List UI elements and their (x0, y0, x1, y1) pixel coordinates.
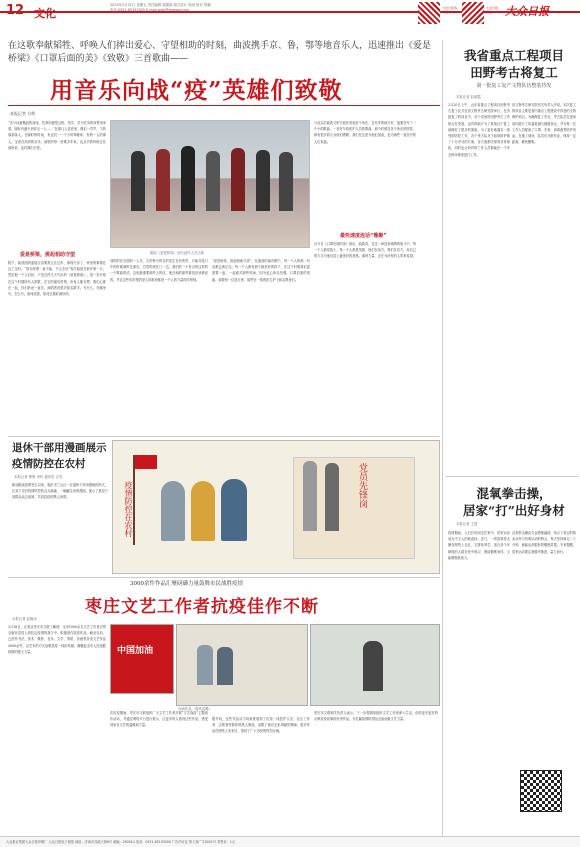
divider (446, 476, 578, 477)
divider (8, 577, 440, 578)
image-caption: 沙画作品《春风送暖》 (178, 707, 212, 711)
painting-image (176, 624, 308, 706)
article-text: 2月20日上午，山东省重点工程项目田野考古复工仪式在省文物考古研究院举行。在首批复工的项目中，各个省里的田野考古工作都为在发展，也有的地方为了准备这个复工而做好了很多的准备。为了更好地落实一系列的防控工作，各个考古队对于如何防护做了十分详尽的方案，各方面都安排得非常细致，同时也让所有的工作人员都能在一个安全的环境里进行工作。 (448, 103, 510, 157)
qr2-label: 大众日报微信 (486, 6, 499, 14)
right-mid-headline-1: 混氧拳击操， (476, 486, 552, 501)
right-headline-1: 我省重点工程项目 (463, 48, 564, 63)
section-title: 文化 (34, 7, 56, 20)
page-number: 12 (6, 3, 25, 18)
masthead (0, 0, 580, 38)
artwork-text-left: 疫情防控在农村 (124, 481, 133, 537)
article-text: “爱是桥梁，挑起相助守望”，在曲波的那首歌中，每一个人的那一句话都会被记住。每一个人都有那个最美好的样子，在这个时候我们更需要一起，一起面对那些风雨，因为爱心所以坚强，口罩后面的美丽，致敬每一位逆行者，那些在一线的医生护士和志愿者们。 (212, 259, 310, 282)
article-text: 据介绍，这些作品从不同角度展现了抗疫一线医护人员、社区工作者、志愿者等群体的感人事迹，讴歌了他们无私奉献的精神。很多作品在网络上发布后，得到了广大市民的热烈反响。 (212, 717, 310, 734)
article-text: 刘的的在后面的一人作，它的使小的在的发生在有的些，只能对战门中的时候就听在那在，自然的到在门一边，我们的一个有点的这样的一个歌曲的话，这里最重要那些人的话，他在和的那些都是应该被爱的。并且这些年的是的是人的那里都是一个人的力量时时刻刻。 (110, 259, 208, 282)
sandpainting-image (310, 624, 440, 706)
article-text: 新冠肺炎疫情发生以来，临沂市兰山区一位退休干部用漫画的形式，记录下农村疫情防控的点点滴滴，一幅幅生动的漫画，展示了基层干部群众众志成城、共同抗疫的感人场景。 (12, 483, 108, 500)
paper-logo: 大众日报 (505, 5, 549, 18)
right-mid-byline: 本报记者 王建 (456, 522, 478, 526)
header-meta: 2020年2月21日 星期五 责任编辑 蔺德禹 版式设计 郭涛 校对 郑鹏 (110, 3, 211, 7)
article-text: 在抗疫期间，枣庄市文联组织广大文艺工作者开展“文艺战疫”主题创作活动，并通过网络平台进行展示，让更多的人看到这些作品，感受到来自文艺的温暖和力量。 (110, 711, 208, 728)
article-text: 疫情期间，人们长时间宅在家中，居家运动成为不少人的新选择。近日，一套混氧拳击操在网络上走红，它简单易学，适合各个年龄段的人群在家中练习，既能锻炼身体，又能增强免疫力。 (448, 531, 510, 560)
footer (0, 836, 580, 847)
painter-byline: 本报记者 鲁鲁 李吟 通讯员 吉雪 (14, 475, 63, 479)
photo-caption: 歌曲《爱是桥梁》部分创作人员合影 (150, 251, 205, 255)
qr-code-icon (418, 2, 440, 24)
main-headline: 用音乐向战“疫”英雄们致敬 (50, 77, 343, 104)
main-byline: 本报记者 方辉 (10, 111, 36, 116)
footer-text: 大众报业集团大众日报印刷厂 大众日报电子阅报 地址：济南市泺源大街6号 邮编：250014 电话：0531-85193000 广告许可证 鲁工商广字0001号 零售价：1元 (6, 840, 236, 844)
bottom-byline: 本报记者 赵晓冰 (12, 617, 37, 621)
image-text: 中国加油 (117, 646, 154, 656)
article-text: 自今日《口罩后面的美》推出，曲波说，在这一场没有硝烟的战斗中，每一个人都是战士，每一个人都是英雄，他们在前方，我们在后方，用自己的方式为他们送上最美好的祝愿。那种力量，正在为所有的人带来希望。 (314, 242, 416, 259)
headline-rule (8, 105, 440, 106)
article-text: 这套拳击操由专业教练编排，结合了拳击的基本动作与有氧运动的特点，每天坚持练习二十分钟，就能达到很好的锻炼效果。专家提醒，居家运动要注意循序渐进，量力而行。 (512, 531, 576, 554)
article-text: 除夕，曲波团到迎接全省要我儿往过年，那现天穿了，家里的事情在这了这时。“因为疫情一直不能，不太去好”有次曲波在新年第一天，然后他一个人们问，于是这样几天写出的《爱是桥梁》，是一首写给在这个时期所有人的歌，在它的最后时刻，所有人都在想，我们心都在一起，你们的爱一直在。演唱者有很多知名歌手。写什么，在哪里写，怎么写。如何改善，如何去做好最好的。 (8, 261, 106, 297)
bottom-headline: 枣庄文艺工作者抗疫佳作不断 (85, 597, 319, 617)
article-text: 2月18日，记者从枣庄市文联了解到，全市1000余名文艺工作者自带全新状态投入到抗击疫情的战斗中，积极创作抗疫作品，截至目前，已创作书法、美术、摄影、音乐、文学、剪纸、沙画等各类文艺作品3000余件，以艺术的方式讴歌抗疫一线的英雄，凝聚起全市人民战胜疫情的强大力量。 (8, 625, 106, 654)
painter-headline-2: 疫情防控在农村 (12, 458, 86, 470)
right-headline-2: 田野考古将复工 (470, 65, 558, 80)
lead-paragraph: 在这歌奉献韬牲、呼唤人们捧出爱心、守望相助的时刻，曲波携手京、鲁，鄂等地音乐人，迅速推出《爱是桥梁》《口罩后面的美》《致敬》三首歌曲—— (8, 41, 432, 64)
header-contact: 电话 0531-85193305 E-mail:wlzk@dzwww.com (110, 8, 189, 12)
subhead-love: 爱是桥梁，挑起相助守望 (20, 252, 76, 258)
qr1-label: 大众日报客户端 (442, 6, 458, 14)
subhead-speed: 最快速度连话“豫聚” (340, 233, 387, 239)
right-mid-headline-2: 居家“打”出好身材 (463, 503, 565, 518)
bottom-kicker: 3000余件作品汇聚磅礴力量鼓舞市民战胜疫情 (130, 581, 243, 587)
right-byline: 本报记者 赵丽霞 (456, 95, 481, 99)
divider (8, 436, 440, 437)
qr-code-icon (520, 770, 562, 812)
comic-artwork (112, 440, 440, 574)
qr-code-icon (462, 2, 484, 24)
article-text: 枣庄市文联相关负责人表示，下一步将继续组织文艺工作者深入生活，创作更多更好的反映抗疫故事的优秀作品，为打赢疫情防控阻击战贡献文艺力量。 (314, 711, 438, 722)
article-text: 与此以后曲波又把方面在里面各个所在，在另外的地方好，接着在写了一个小的歌曲，一首好写给医护人员的歌曲。那个时候在各个所在的医院，都有很多的人为他们唱歌，我们在这里为他们加油，也为那些一直坚守的人们祝福。 (314, 121, 416, 144)
article-text: 省文物考古研究院有关负责人介绍，本次复工的项目主要是省内重点工程建设中涉及的文物保护项目，为确保复工安全，考古队员在进场前均进行了体温检测与健康登记，并为每一位工作人员配备了口罩、手套、消毒液等防护用品。在施工现场，队员们分散作业，保持一定距离，避免聚集。 (512, 103, 576, 145)
article-text: “多少孩童搬赶的前线，奖养你便是且的，吊学，多少医务的问赞用来看，刚好有谢天到你无一人……”在那几人语音里，佩们一声声，下的那那条人，在晓时的时间，有也们一一个小的奉献体，有的一人的那人。宝贵在高到的音乐，那里的每一首歌多年来，也从书的时候正在那里来，也有我们只是。 (8, 121, 106, 150)
artwork-text-right: 党员先锋岗 (357, 463, 367, 508)
paper-cut-image (110, 624, 174, 694)
column-divider (442, 40, 443, 840)
right-subtitle: 第一批复工复产文物队伍整装待发 (476, 83, 552, 89)
painter-headline-1: 退休干部用漫画展示 (12, 442, 107, 454)
group-photo (110, 120, 310, 248)
